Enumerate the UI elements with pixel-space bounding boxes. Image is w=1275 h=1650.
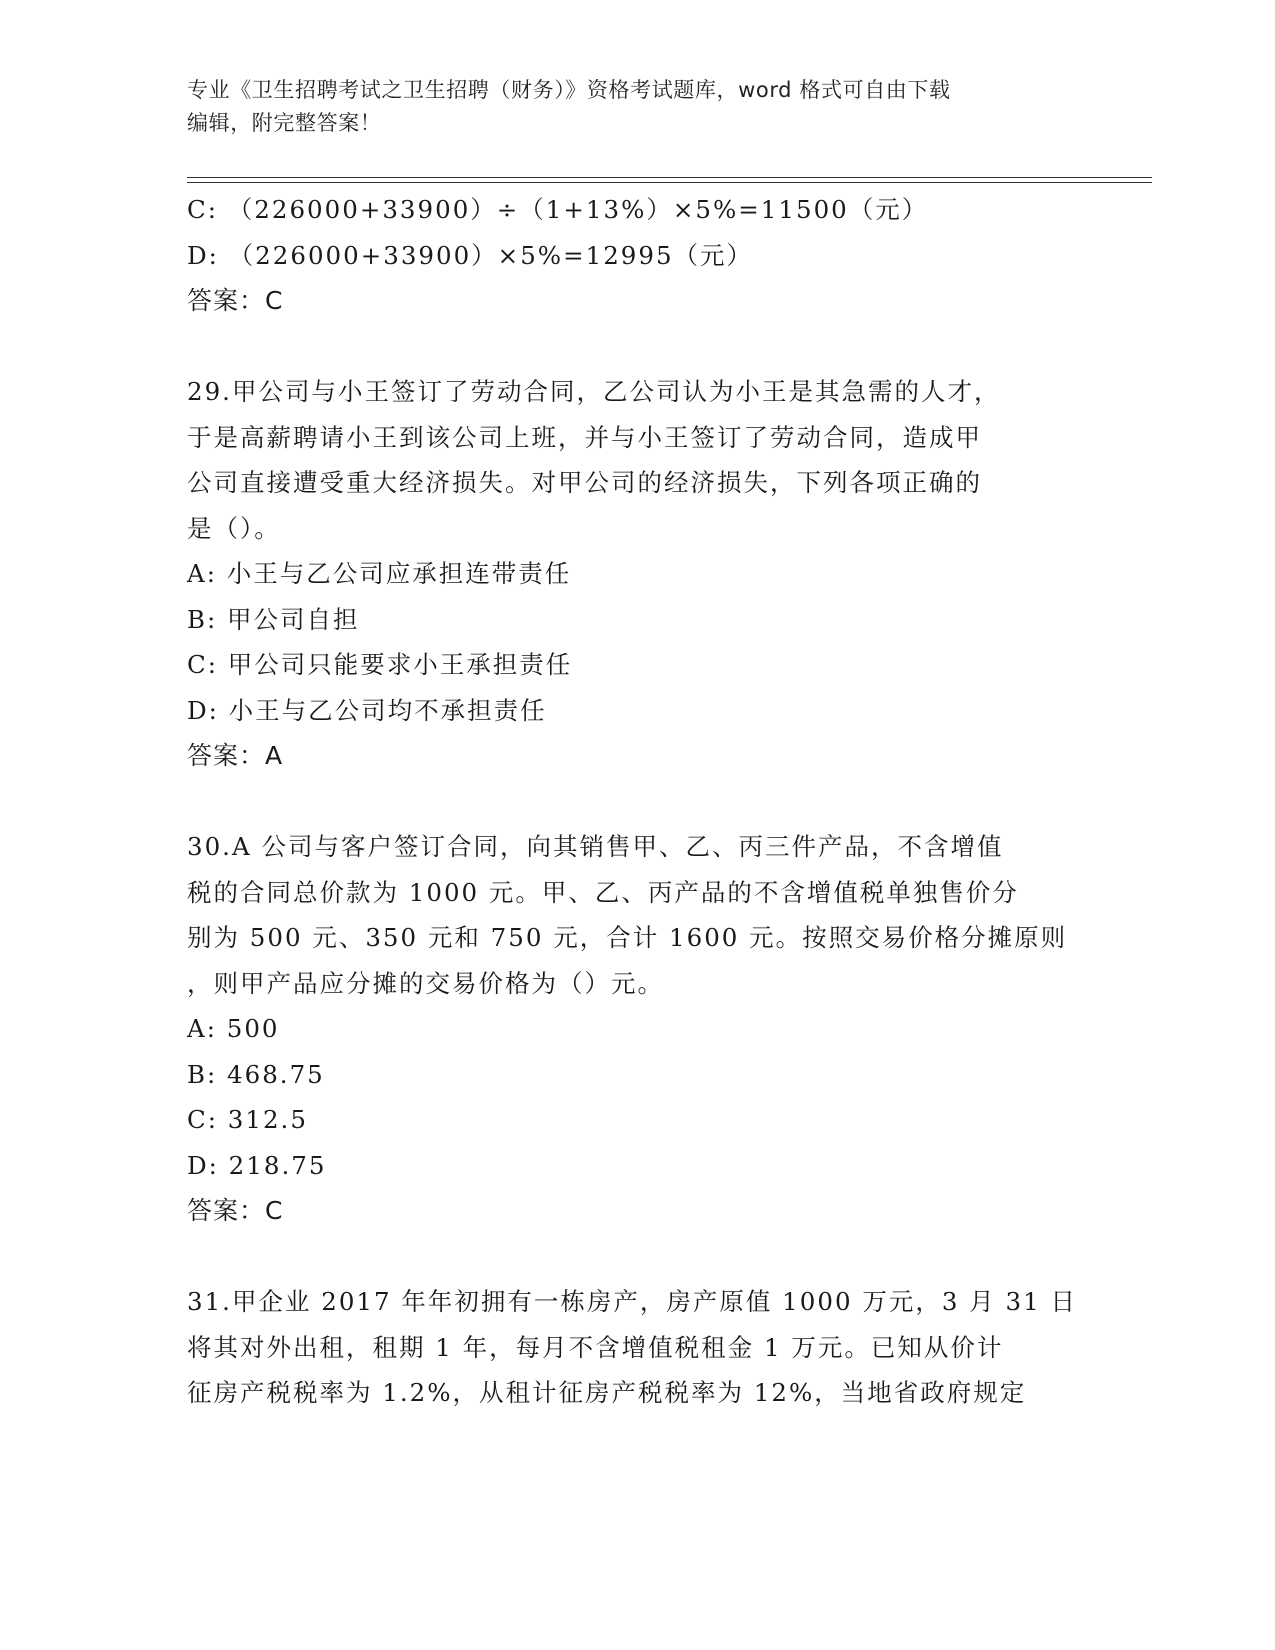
option-b: B: 甲公司自担 xyxy=(187,604,360,634)
question-gap xyxy=(187,779,1087,825)
question-stem-line: 税的合同总价款为 1000 元。甲、乙、丙产品的不含增值税单独售价分 xyxy=(187,877,1019,907)
option-c: C: 312.5 xyxy=(187,1105,308,1134)
option-c: C: （226000+33900）÷（1+13%）×5%=11500（元） xyxy=(187,195,929,224)
option-b: B: 468.75 xyxy=(187,1059,325,1089)
question-gap xyxy=(187,1234,1087,1280)
option-d: D: 218.75 xyxy=(187,1150,327,1180)
option-d: D: （226000+33900）×5%=12995（元） xyxy=(187,240,754,270)
question-31 xyxy=(187,1279,1087,1416)
answer-line: 答案：C xyxy=(187,1196,284,1225)
answer-line: 答案：C xyxy=(187,286,284,315)
document-header xyxy=(187,74,1087,140)
question-stem-line: 30.A 公司与客户签订合同，向其销售甲、乙、丙三件产品，不含增值 xyxy=(187,832,1004,861)
header-divider-top xyxy=(187,177,1152,178)
question-stem-line: 于是高薪聘请小王到该公司上班，并与小王签订了劳动合同，造成甲 xyxy=(187,422,982,452)
question-stem-line: 征房产税税率为 1.2%，从租计征房产税税率为 12%，当地省政府规定 xyxy=(187,1378,1027,1407)
header-line-1: 专业《卫生招聘考试之卫生招聘（财务）》资格考试题库，word 格式可自由下载 xyxy=(187,78,951,102)
question-stem-line: 29.甲公司与小王签订了劳动合同，乙公司认为小王是其急需的人才， xyxy=(187,377,1001,406)
question-gap xyxy=(187,324,1087,370)
header-line-2: 编辑，附完整答案！ xyxy=(187,111,382,135)
question-stem-line: 是（）。 xyxy=(187,513,281,543)
option-a: A: 500 xyxy=(187,1014,280,1043)
option-a: A: 小王与乙公司应承担连带责任 xyxy=(187,559,572,588)
document-body xyxy=(187,187,1087,1416)
question-stem-line: 31.甲企业 2017 年年初拥有一栋房产，房产原值 1000 万元，3 月 31 日 xyxy=(187,1287,1077,1316)
option-c: C: 甲公司只能要求小王承担责任 xyxy=(187,650,573,679)
question-stem-line: 别为 500 元、350 元和 750 元，合计 1600 元。按照交易价格分摊原则 xyxy=(187,923,1068,952)
question-stem-line: 将其对外出租，租期 1 年，每月不含增值税租金 1 万元。已知从价计 xyxy=(187,1332,1004,1362)
answer-line: 答案：A xyxy=(187,741,284,770)
header-divider-bottom xyxy=(187,182,1152,183)
question-29 xyxy=(187,369,1087,779)
question-30 xyxy=(187,824,1087,1234)
question-stem-line: 公司直接遭受重大经济损失。对甲公司的经济损失，下列各项正确的 xyxy=(187,468,982,497)
option-d: D: 小王与乙公司均不承担责任 xyxy=(187,695,547,725)
question-28-tail xyxy=(187,187,1087,324)
question-stem-line: ，则甲产品应分摊的交易价格为（）元。 xyxy=(187,968,664,998)
